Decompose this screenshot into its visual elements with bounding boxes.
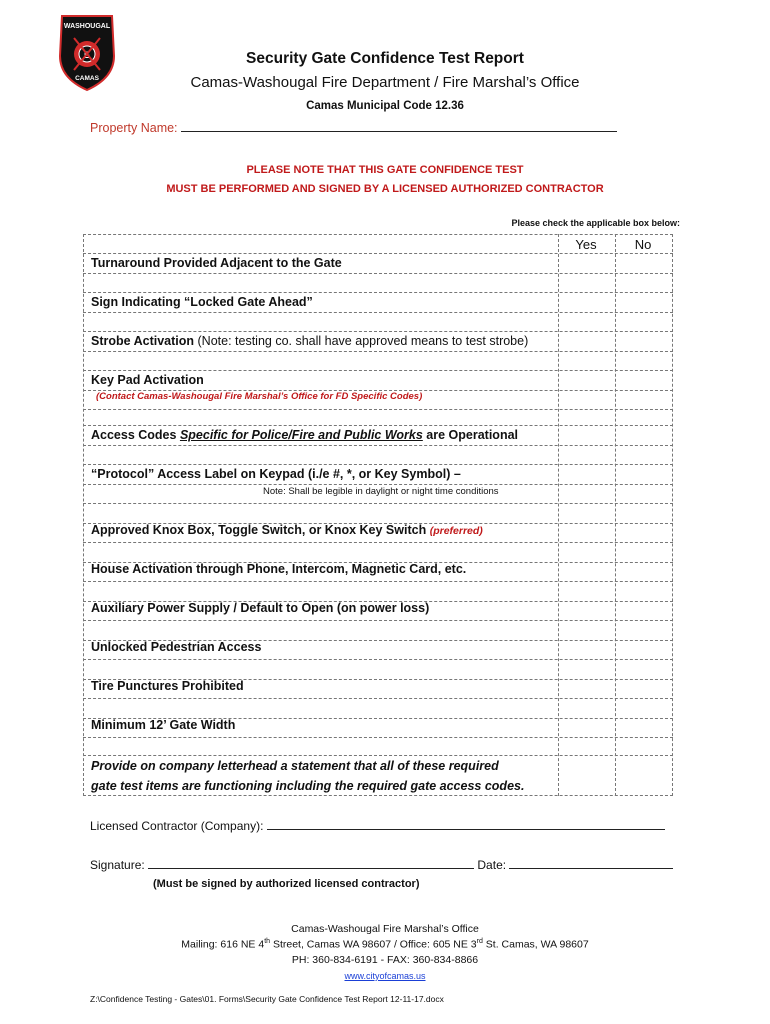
checklist-table: [83, 234, 673, 796]
footer-office: Camas-Washougal Fire Marshal’s Office: [291, 923, 479, 935]
item-strobe-label: Strobe Activation: [91, 334, 195, 348]
notice-line-1: PLEASE NOTE THAT THIS GATE CONFIDENCE TEST: [246, 164, 524, 176]
item-turnaround: Turnaround Provided Adjacent to the Gate: [91, 256, 342, 270]
item-access-codes: [91, 428, 518, 442]
footer-website-row: [0, 970, 770, 982]
signature-field: [90, 857, 673, 872]
signature-label: Signature:: [90, 858, 145, 872]
file-path: Z:\Confidence Testing - Gates\01. Forms\Security Gate Confidence Test Report 12-11-17.docx: [90, 994, 444, 1004]
check-instruction: Please check the applicable box below:: [511, 218, 680, 228]
footer-mail-b: Street, Camas WA 98607 / Office: 605 NE 3: [270, 938, 477, 951]
property-name-field: [90, 120, 617, 135]
item-width: Minimum 12’ Gate Width: [91, 718, 236, 732]
item-strobe-note: (Note: testing co. shall have approved means to test strobe): [197, 334, 529, 348]
final-line-2: gate test items are functioning including the required gate access codes.: [91, 779, 525, 793]
item-pedestrian: Unlocked Pedestrian Access: [91, 640, 262, 654]
logo-text-top: WASHOUGAL: [63, 23, 111, 30]
department-subtitle: Camas-Washougal Fire Department / Fire Marshal’s Office: [190, 74, 580, 91]
contractor-input[interactable]: [267, 818, 665, 830]
property-name-label: Property Name:: [90, 121, 178, 135]
notice-line-2: MUST BE PERFORMED AND SIGNED BY A LICENSED AUTHORIZED CONTRACTOR: [166, 183, 604, 195]
footer-mail-a: Mailing: 616 NE 4: [181, 938, 265, 951]
final-line-1: Provide on company letterhead a statement that all of these required: [91, 759, 499, 773]
footer-address: [0, 938, 770, 951]
item-knox: [91, 523, 483, 537]
website-link[interactable]: www.cityofcamas.us: [344, 971, 426, 981]
municipal-code: Camas Municipal Code 12.36: [306, 100, 464, 112]
item-tire: Tire Punctures Prohibited: [91, 679, 244, 693]
footer-mail-c: St. Camas, WA 98607: [482, 938, 589, 951]
item-sign: Sign Indicating “Locked Gate Ahead”: [91, 295, 313, 309]
item-house: House Activation through Phone, Intercom, Magnetic Card, etc.: [91, 562, 467, 576]
signature-input[interactable]: [148, 857, 474, 869]
final-statement: [91, 756, 524, 796]
item-aux: Auxiliary Power Supply / Default to Open (on power loss): [91, 601, 430, 615]
footer-sup-1: th: [264, 938, 271, 945]
date-label: Date:: [477, 858, 507, 872]
footer-sup-2: rd: [476, 938, 483, 945]
item-knox-label: Approved Knox Box, Toggle Switch, or Knox Key Switch: [91, 523, 427, 537]
footer-phone: PH: 360-834-6191 - FAX: 360-834-8866: [291, 954, 479, 966]
item-strobe: [91, 334, 528, 348]
item-protocol-note: Note: Shall be legible in daylight or night time conditions: [263, 486, 499, 497]
column-no: No: [634, 237, 652, 252]
date-input[interactable]: [509, 857, 673, 869]
item-keypad: Key Pad Activation: [91, 373, 204, 387]
report-title: Security Gate Confidence Test Report: [246, 50, 524, 67]
contractor-field: [90, 818, 665, 833]
property-name-input[interactable]: [181, 120, 617, 132]
column-yes: Yes: [575, 237, 597, 252]
must-sign-note: (Must be signed by authorized licensed contractor): [153, 878, 420, 890]
item-access-under: Specific for Police/Fire and Public Works: [179, 428, 423, 442]
item-access-pre: Access Codes: [91, 428, 180, 442]
item-access-post: are Operational: [422, 428, 519, 442]
contractor-label: Licensed Contractor (Company):: [90, 819, 264, 833]
item-keypad-note: (Contact Camas-Washougal Fire Marshal’s Office for FD Specific Codes): [96, 391, 423, 402]
item-knox-note: (preferred): [429, 525, 483, 537]
item-protocol: “Protocol” Access Label on Keypad (i./e #, *, or Key Symbol) –: [91, 467, 461, 481]
logo-text-bottom: CAMAS: [75, 75, 99, 82]
